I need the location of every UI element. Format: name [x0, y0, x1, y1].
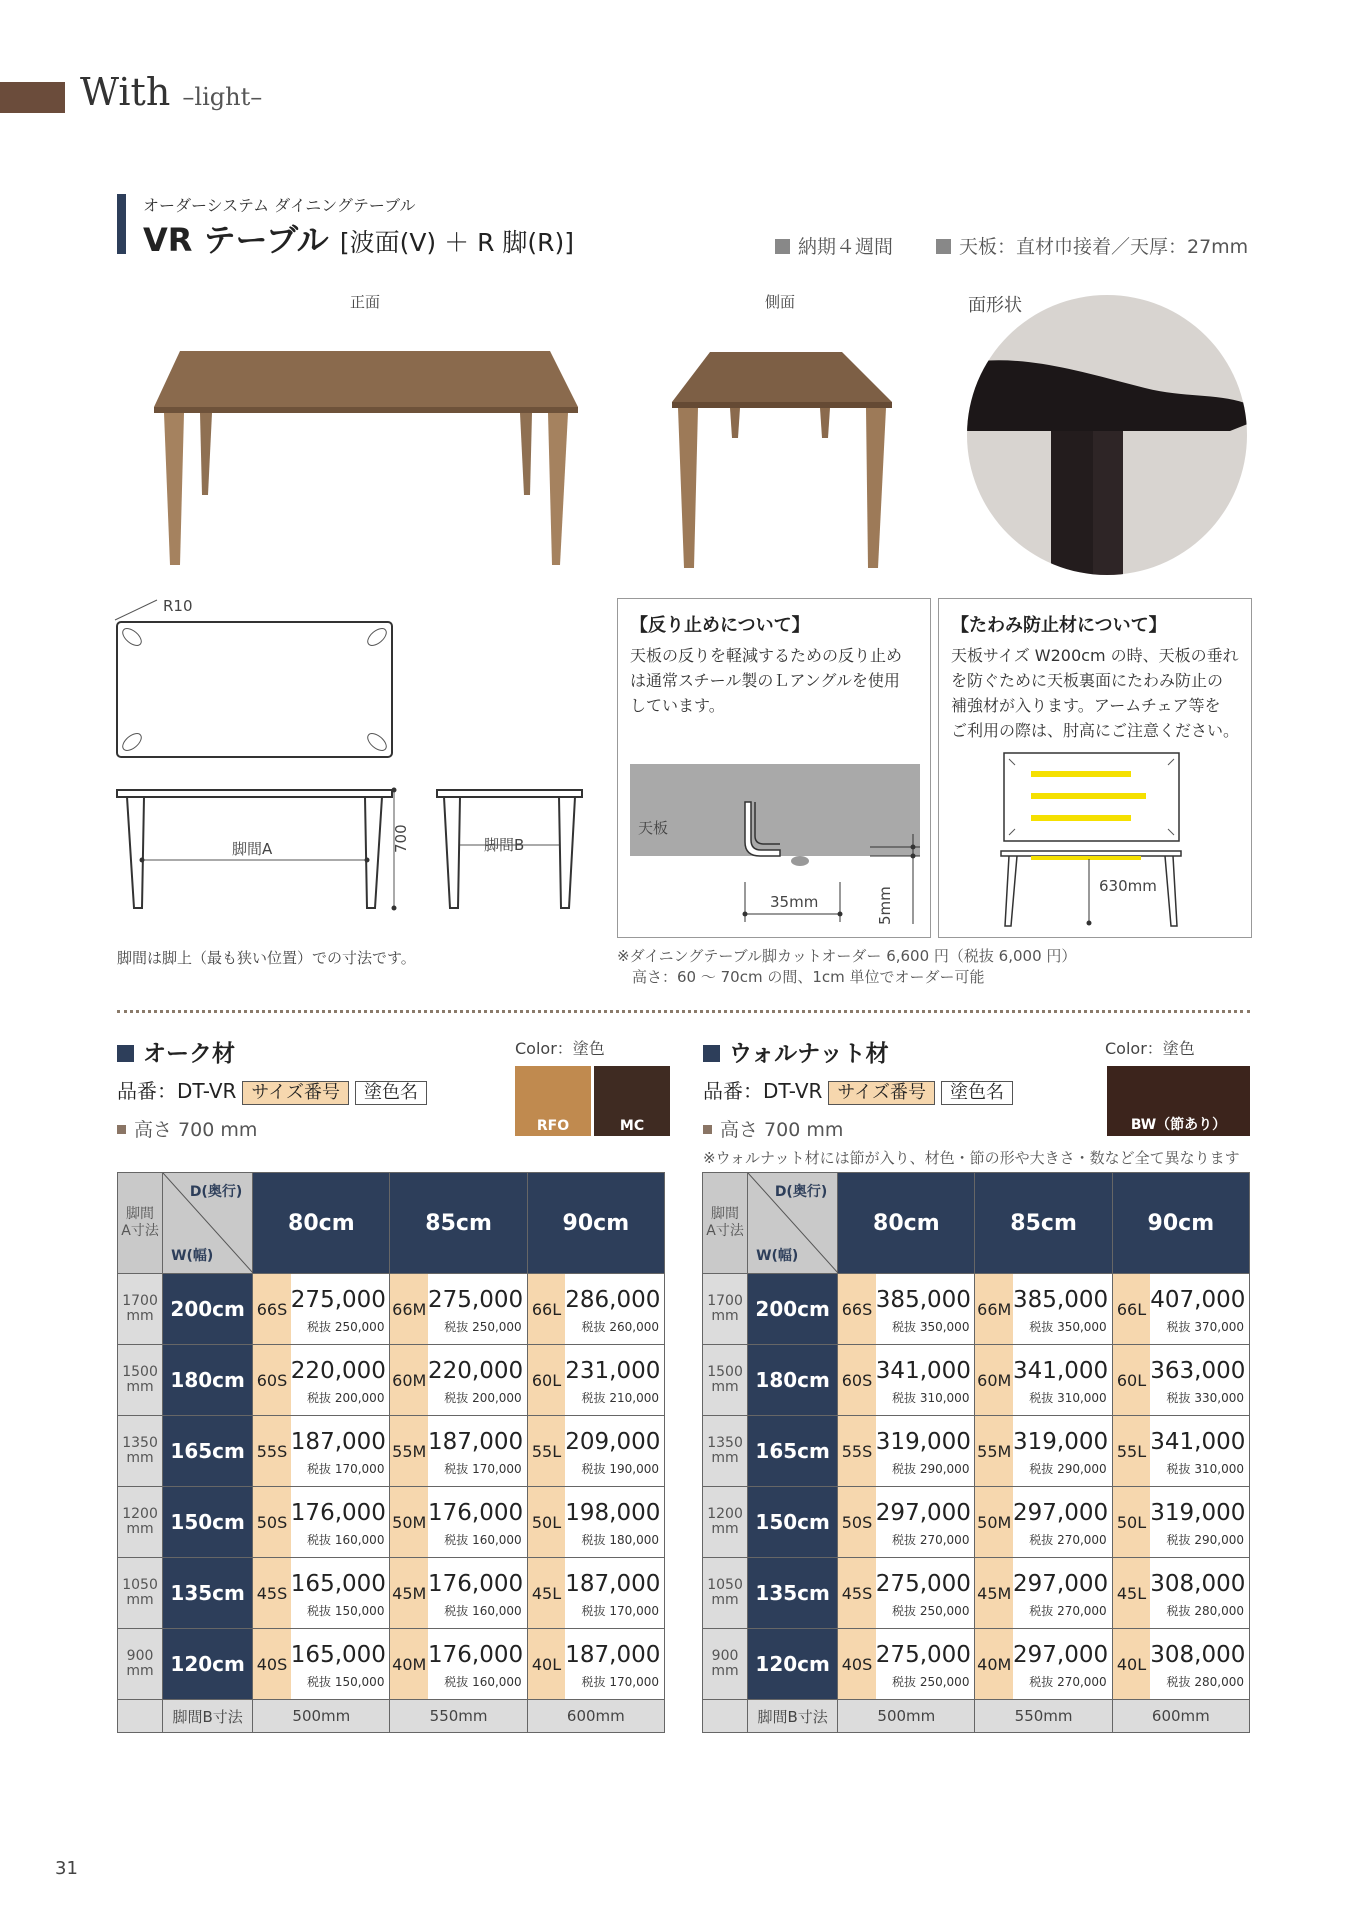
swatch-mc: MC [594, 1066, 670, 1136]
corner-dw-cell [748, 1173, 838, 1274]
price-tax-excluded: 税抜 250,000 [892, 1674, 970, 1689]
price-tax-excluded: 税抜 160,000 [444, 1532, 522, 1547]
table-row [703, 1558, 1250, 1629]
price-cell [1013, 1487, 1112, 1558]
price-cell [291, 1487, 390, 1558]
price-tax-excluded: 税抜 150,000 [307, 1603, 385, 1618]
radius-label: R10 [163, 597, 193, 615]
depth-header: 80cm [253, 1173, 390, 1274]
price-cell [291, 1345, 390, 1416]
delivery-spec: 納期４週間 [775, 232, 893, 259]
top-spec: 天板：直材巾接着／天厚：27mm [936, 232, 1248, 259]
width-cell: 135cm [748, 1558, 838, 1629]
section-divider [117, 1010, 1250, 1013]
price-tax-excluded: 税抜 370,000 [1166, 1319, 1244, 1334]
price-cell [565, 1416, 664, 1487]
size-code-cell: 66S [838, 1274, 876, 1345]
bullet-square-icon [775, 239, 790, 254]
bullet-square-icon [703, 1045, 720, 1062]
leg-span-b-label: 脚間B [484, 836, 525, 854]
size-code-cell: 50S [838, 1487, 876, 1558]
price-cell [1013, 1629, 1112, 1700]
walnut-heading: ウォルナット材 [703, 1035, 889, 1068]
price-value: 187,000 [565, 1570, 661, 1597]
bracket-depth-label: 5mm [876, 886, 894, 925]
price-cell [291, 1416, 390, 1487]
price-cell [1150, 1487, 1249, 1558]
oak-price-table [117, 1172, 665, 1733]
width-cell: 200cm [748, 1274, 838, 1345]
leg-span-a-cell: 1350 mm [118, 1416, 163, 1487]
brace-info-title: 【たわみ防止材について】 [951, 615, 1167, 636]
bracket-width-label: 35mm [770, 893, 819, 911]
price-cell [291, 1274, 390, 1345]
size-code-cell: 40S [253, 1629, 291, 1700]
size-code-cell: 50L [1112, 1487, 1150, 1558]
price-tax-excluded: 税抜 160,000 [444, 1603, 522, 1618]
price-tax-excluded: 税抜 200,000 [444, 1390, 522, 1405]
price-value: 209,000 [565, 1428, 661, 1455]
bullet-square-icon [117, 1125, 126, 1134]
price-value: 319,000 [1013, 1428, 1109, 1455]
size-code-cell: 60S [838, 1345, 876, 1416]
footer-blank-cell [703, 1700, 748, 1733]
size-code-cell: 55S [838, 1416, 876, 1487]
size-code-cell: 50L [527, 1487, 565, 1558]
depth-header: 85cm [390, 1173, 527, 1274]
top-plan-drawing [112, 595, 402, 765]
corner-width-label: W(幅) [756, 1248, 799, 1264]
size-code-cell: 45L [1112, 1558, 1150, 1629]
price-cell [876, 1629, 975, 1700]
price-value: 165,000 [290, 1570, 386, 1597]
price-tax-excluded: 税抜 290,000 [1029, 1461, 1107, 1476]
table-row [118, 1345, 665, 1416]
width-cell: 120cm [163, 1629, 253, 1700]
price-value: 385,000 [875, 1286, 971, 1313]
price-value: 275,000 [428, 1286, 524, 1313]
size-code-cell: 60M [975, 1345, 1013, 1416]
leg-span-a-cell: 1050 mm [703, 1558, 748, 1629]
corner-depth-label: D(奥行) [189, 1184, 243, 1200]
table-row [703, 1274, 1250, 1345]
size-code-cell: 66S [253, 1274, 291, 1345]
table-row [118, 1629, 665, 1700]
price-cell [1150, 1416, 1249, 1487]
price-cell [876, 1487, 975, 1558]
price-value: 297,000 [1013, 1499, 1109, 1526]
height-dim-label: 700 [392, 824, 410, 853]
size-code-cell: 66M [390, 1274, 428, 1345]
price-tax-excluded: 税抜 250,000 [892, 1603, 970, 1618]
price-tax-excluded: 税抜 170,000 [581, 1603, 659, 1618]
size-code-cell: 60L [527, 1345, 565, 1416]
price-value: 275,000 [875, 1570, 971, 1597]
price-cell [1013, 1416, 1112, 1487]
width-cell: 165cm [163, 1416, 253, 1487]
price-value: 275,000 [875, 1641, 971, 1668]
size-code-cell: 55M [975, 1416, 1013, 1487]
corner-depth-label: D(奥行) [774, 1184, 828, 1200]
footer-blank-cell [118, 1700, 163, 1733]
walnut-price-table [702, 1172, 1250, 1733]
price-tax-excluded: 税抜 350,000 [1029, 1319, 1107, 1334]
size-code-cell: 50M [975, 1487, 1013, 1558]
price-value: 297,000 [1013, 1641, 1109, 1668]
width-cell: 150cm [748, 1487, 838, 1558]
title-accent-bar [117, 194, 126, 254]
size-code-cell: 40L [527, 1629, 565, 1700]
price-value: 176,000 [428, 1570, 524, 1597]
price-cell [428, 1558, 527, 1629]
price-value: 319,000 [875, 1428, 971, 1455]
price-cell [428, 1487, 527, 1558]
price-value: 176,000 [428, 1499, 524, 1526]
leg-span-a-cell: 1700 mm [118, 1274, 163, 1345]
price-value: 187,000 [428, 1428, 524, 1455]
walnut-product-code: 品番：DT-VR サイズ番号 塗色名 [703, 1075, 1013, 1105]
width-cell: 180cm [163, 1345, 253, 1416]
leg-cut-note-1: ※ダイニングテーブル脚カットオーダー 6,600 円（税抜 6,000 円） [617, 947, 1077, 965]
price-cell [1150, 1274, 1249, 1345]
price-tax-excluded: 税抜 270,000 [1029, 1674, 1107, 1689]
leg-span-a-cell: 900 mm [703, 1629, 748, 1700]
brand-bar [0, 82, 65, 113]
page-title: VR テーブル [波面(V) ＋ R 脚(R)] [143, 221, 575, 259]
price-value: 297,000 [875, 1499, 971, 1526]
table-row [118, 1416, 665, 1487]
price-value: 198,000 [565, 1499, 661, 1526]
size-code-cell: 55L [1112, 1416, 1150, 1487]
leg-span-b-cell: 500mm [253, 1700, 390, 1733]
corner-a-cell: 脚間 A寸法 [703, 1173, 748, 1274]
size-code-cell: 40M [975, 1629, 1013, 1700]
price-tax-excluded: 税抜 250,000 [307, 1319, 385, 1334]
price-cell [876, 1416, 975, 1487]
price-cell [1013, 1345, 1112, 1416]
bullet-square-icon [117, 1045, 134, 1062]
walnut-height: 高さ 700 mm [703, 1115, 843, 1142]
price-tax-excluded: 税抜 310,000 [892, 1390, 970, 1405]
leg-span-b-cell: 500mm [838, 1700, 975, 1733]
size-code-cell: 60M [390, 1345, 428, 1416]
brace-height-label: 630mm [1099, 877, 1157, 895]
price-tax-excluded: 税抜 290,000 [892, 1461, 970, 1476]
oak-color-label: Color：塗色 [515, 1039, 605, 1058]
depth-header: 80cm [838, 1173, 975, 1274]
price-tax-excluded: 税抜 270,000 [1029, 1532, 1107, 1547]
price-value: 341,000 [1150, 1428, 1246, 1455]
price-cell [876, 1345, 975, 1416]
leg-span-b-header: 脚間B寸法 [163, 1700, 253, 1733]
price-tax-excluded: 税抜 180,000 [581, 1532, 659, 1547]
price-tax-excluded: 税抜 260,000 [581, 1319, 659, 1334]
price-value: 286,000 [565, 1286, 661, 1313]
brace-info-box [938, 598, 1252, 938]
table-row [118, 1487, 665, 1558]
size-code-cell: 50S [253, 1487, 291, 1558]
size-code-cell: 60S [253, 1345, 291, 1416]
swatch-rfo: RFO [515, 1066, 591, 1136]
leg-span-a-cell: 1050 mm [118, 1558, 163, 1629]
walnut-note: ※ウォルナット材には節が入り、材色・節の形や大きさ・数など全て異なります [703, 1149, 1240, 1167]
leg-span-a-label: 脚間A [232, 840, 273, 858]
edge-profile-image [965, 293, 1250, 578]
size-code-cell: 45M [390, 1558, 428, 1629]
price-value: 165,000 [290, 1641, 386, 1668]
depth-header: 90cm [527, 1173, 664, 1274]
leg-cut-note-2: 高さ：60 ～ 70cm の間、1cm 単位でオーダー可能 [632, 968, 985, 986]
size-code-cell: 66L [527, 1274, 565, 1345]
leg-span-a-cell: 900 mm [118, 1629, 163, 1700]
price-value: 385,000 [1013, 1286, 1109, 1313]
corner-width-label: W(幅) [171, 1248, 214, 1264]
size-code-cell: 45S [838, 1558, 876, 1629]
price-tax-excluded: 税抜 310,000 [1029, 1390, 1107, 1405]
price-cell [565, 1345, 664, 1416]
price-tax-excluded: 税抜 190,000 [581, 1461, 659, 1476]
price-cell [1013, 1274, 1112, 1345]
price-value: 176,000 [290, 1499, 386, 1526]
price-tax-excluded: 税抜 210,000 [581, 1390, 659, 1405]
width-cell: 150cm [163, 1487, 253, 1558]
price-tax-excluded: 税抜 270,000 [892, 1532, 970, 1547]
top-board-label: 天板 [638, 819, 669, 837]
price-cell [565, 1487, 664, 1558]
leg-span-a-cell: 1500 mm [703, 1345, 748, 1416]
price-cell [1150, 1558, 1249, 1629]
size-code-cell: 60L [1112, 1345, 1150, 1416]
price-tax-excluded: 税抜 160,000 [307, 1532, 385, 1547]
swatch-bw: BW（節あり） [1107, 1066, 1250, 1136]
bullet-square-icon [703, 1125, 712, 1134]
price-tax-excluded: 税抜 170,000 [444, 1461, 522, 1476]
leg-span-b-cell: 600mm [1112, 1700, 1249, 1733]
price-cell [291, 1558, 390, 1629]
price-tax-excluded: 税抜 350,000 [892, 1319, 970, 1334]
price-tax-excluded: 税抜 280,000 [1166, 1603, 1244, 1618]
warp-info-title: 【反り止めについて】 [630, 615, 810, 636]
brace-drawing [999, 751, 1189, 933]
price-cell [1013, 1558, 1112, 1629]
size-code-cell: 55L [527, 1416, 565, 1487]
leg-span-a-cell: 1200 mm [118, 1487, 163, 1558]
price-value: 187,000 [565, 1641, 661, 1668]
size-code-cell: 50M [390, 1487, 428, 1558]
brand-title: With –light– [80, 70, 263, 114]
leg-span-b-cell: 550mm [975, 1700, 1112, 1733]
side-view-image [670, 348, 895, 573]
table-row [703, 1487, 1250, 1558]
price-tax-excluded: 税抜 160,000 [444, 1674, 522, 1689]
leg-span-a-cell: 1700 mm [703, 1274, 748, 1345]
price-cell [428, 1345, 527, 1416]
price-tax-excluded: 税抜 200,000 [307, 1390, 385, 1405]
price-value: 275,000 [290, 1286, 386, 1313]
size-code-cell: 40M [390, 1629, 428, 1700]
price-value: 341,000 [875, 1357, 971, 1384]
bullet-square-icon [936, 239, 951, 254]
warp-info-text: 天板の反りを軽減するための反り止め は通常スチール製のＬアングルを使用 しています。 [630, 646, 903, 715]
side-view-label: 側面 [765, 293, 796, 311]
size-code-cell: 45S [253, 1558, 291, 1629]
price-tax-excluded: 税抜 310,000 [1166, 1461, 1244, 1476]
size-code-cell: 55M [390, 1416, 428, 1487]
corner-dw-cell [163, 1173, 253, 1274]
width-cell: 180cm [748, 1345, 838, 1416]
edge-view-label: 面形状 [968, 295, 1022, 316]
width-cell: 200cm [163, 1274, 253, 1345]
leg-span-a-cell: 1200 mm [703, 1487, 748, 1558]
price-cell [565, 1558, 664, 1629]
table-row [703, 1416, 1250, 1487]
price-tax-excluded: 税抜 170,000 [581, 1674, 659, 1689]
price-value: 176,000 [428, 1641, 524, 1668]
size-code-cell: 40S [838, 1629, 876, 1700]
oak-height: 高さ 700 mm [117, 1115, 257, 1142]
width-cell: 135cm [163, 1558, 253, 1629]
table-row [703, 1629, 1250, 1700]
price-cell [428, 1629, 527, 1700]
price-cell [876, 1274, 975, 1345]
table-row [703, 1345, 1250, 1416]
front-view-label: 正面 [350, 293, 381, 311]
table-row [118, 1274, 665, 1345]
price-cell [565, 1629, 664, 1700]
leg-span-b-header: 脚間B寸法 [748, 1700, 838, 1733]
oak-product-code: 品番：DT-VR サイズ番号 塗色名 [117, 1075, 427, 1105]
page-number: 31 [55, 1858, 78, 1879]
price-tax-excluded: 税抜 330,000 [1166, 1390, 1244, 1405]
series-subtitle: オーダーシステム ダイニングテーブル [143, 196, 416, 215]
size-code-cell: 55S [253, 1416, 291, 1487]
price-value: 308,000 [1150, 1641, 1246, 1668]
brace-info-text: 天板サイズ W200cm の時、天板の垂れ を防ぐために天板裏面にたわみ防止の 補強材が入ります。アームチェア等を ご利用の際は、肘高にご注意ください。 [951, 646, 1240, 740]
leg-span-a-cell: 1350 mm [703, 1416, 748, 1487]
price-value: 407,000 [1150, 1286, 1246, 1313]
size-code-cell: 45M [975, 1558, 1013, 1629]
price-cell [428, 1274, 527, 1345]
price-cell [876, 1558, 975, 1629]
price-value: 187,000 [290, 1428, 386, 1455]
price-value: 319,000 [1150, 1499, 1246, 1526]
price-value: 363,000 [1150, 1357, 1246, 1384]
corner-a-cell: 脚間 A寸法 [118, 1173, 163, 1274]
price-cell [291, 1629, 390, 1700]
depth-header: 90cm [1112, 1173, 1249, 1274]
leg-span-note: 脚間は脚上（最も狭い位置）での寸法です。 [117, 949, 416, 967]
price-tax-excluded: 税抜 150,000 [307, 1674, 385, 1689]
size-code-cell: 40L [1112, 1629, 1150, 1700]
price-tax-excluded: 税抜 250,000 [444, 1319, 522, 1334]
front-view-image [150, 345, 585, 570]
leg-span-b-cell: 550mm [390, 1700, 527, 1733]
price-tax-excluded: 税抜 290,000 [1166, 1532, 1244, 1547]
price-cell [565, 1274, 664, 1345]
size-code-cell: 45L [527, 1558, 565, 1629]
table-row [118, 1558, 665, 1629]
leg-span-b-cell: 600mm [527, 1700, 664, 1733]
oak-heading: オーク材 [117, 1035, 235, 1068]
price-cell [1150, 1345, 1249, 1416]
warp-info-box [617, 598, 931, 938]
price-tax-excluded: 税抜 270,000 [1029, 1603, 1107, 1618]
price-tax-excluded: 税抜 280,000 [1166, 1674, 1244, 1689]
depth-header: 85cm [975, 1173, 1112, 1274]
size-code-cell: 66L [1112, 1274, 1150, 1345]
price-value: 297,000 [1013, 1570, 1109, 1597]
walnut-color-label: Color：塗色 [1105, 1039, 1195, 1058]
width-cell: 165cm [748, 1416, 838, 1487]
price-value: 341,000 [1013, 1357, 1109, 1384]
price-value: 220,000 [428, 1357, 524, 1384]
price-value: 308,000 [1150, 1570, 1246, 1597]
leg-span-a-cell: 1500 mm [118, 1345, 163, 1416]
price-cell [428, 1416, 527, 1487]
price-value: 220,000 [290, 1357, 386, 1384]
price-cell [1150, 1629, 1249, 1700]
width-cell: 120cm [748, 1629, 838, 1700]
price-value: 231,000 [565, 1357, 661, 1384]
size-code-cell: 66M [975, 1274, 1013, 1345]
price-tax-excluded: 税抜 170,000 [307, 1461, 385, 1476]
